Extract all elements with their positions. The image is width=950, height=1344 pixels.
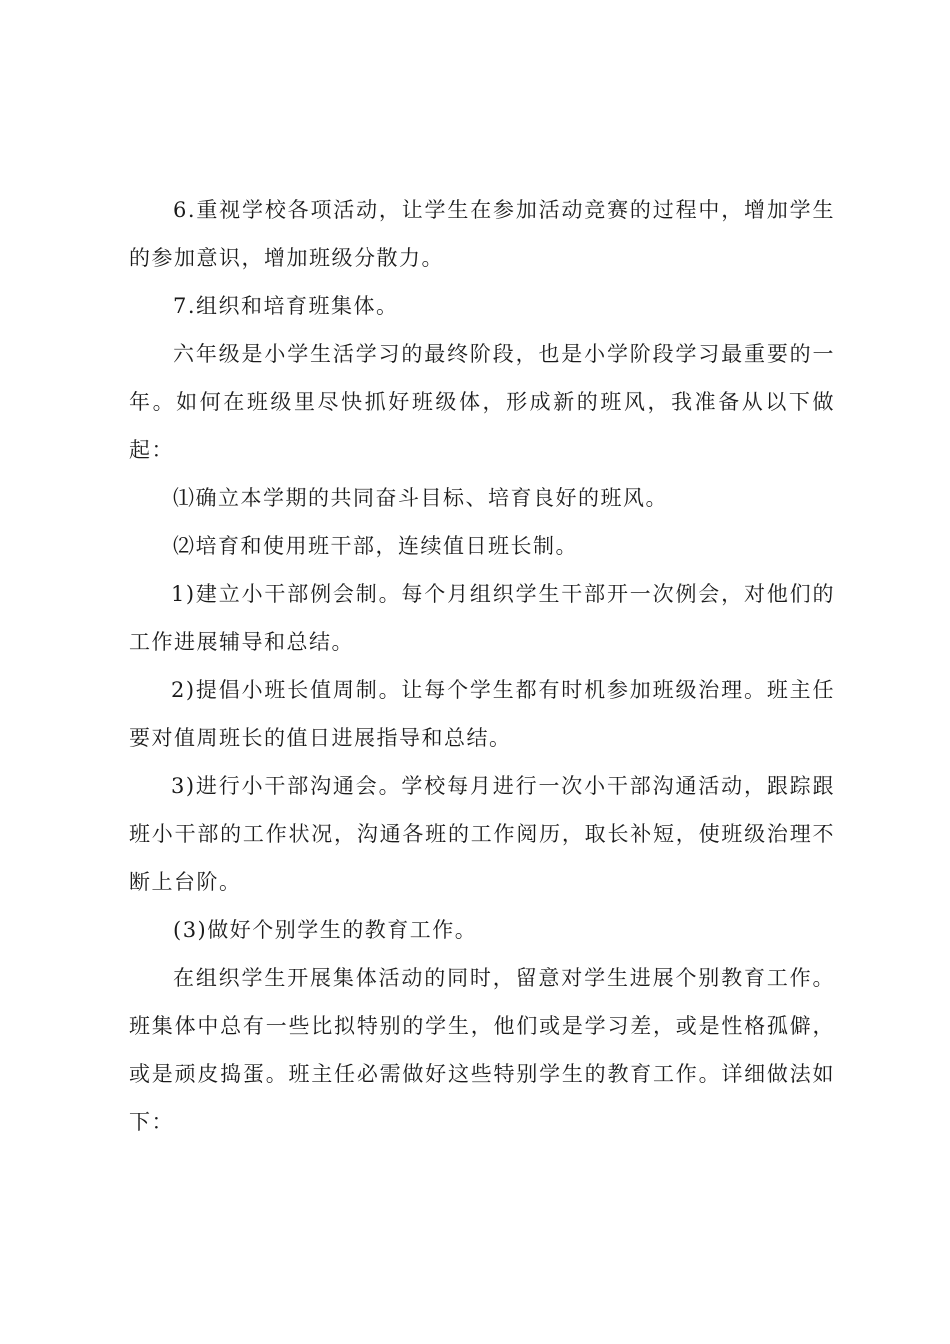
paragraph-item-7: 7.组织和培育班集体。: [173, 294, 399, 318]
document-body: [129, 186, 835, 1146]
paragraph-sub-1: ⑴确立本学期的共同奋斗目标、培育良好的班风。: [173, 486, 668, 510]
paragraph-point-2: 2)提倡小班长值周制。让每个学生都有时机参加班级治理。班主任要对值周班长的值日进展指导和总结。: [129, 678, 835, 750]
paragraph-point-1: 1)建立小干部例会制。每个月组织学生干部开一次例会，对他们的工作进展辅导和总结。: [129, 582, 835, 654]
paragraph-sub-2: ⑵培育和使用班干部，连续值日班长制。: [173, 534, 578, 558]
paragraph-item-6: 6.重视学校各项活动，让学生在参加活动竞赛的过程中，增加学生的参加意识，增加班级分散力。: [129, 198, 835, 270]
paragraph-point-3: 3)进行小干部沟通会。学校每月进行一次小干部沟通活动，跟踪跟班小干部的工作状况，沟通各班的工作阅历，取长补短，使班级治理不断上台阶。: [129, 774, 835, 894]
paragraph-grade-six-intro: 六年级是小学生活学习的最终阶段，也是小学阶段学习最重要的一年。如何在班级里尽快抓好班级体，形成新的班风，我准备从以下做起：: [129, 342, 835, 462]
paragraph-individual-education: 在组织学生开展集体活动的同时，留意对学生进展个别教育工作。班集体中总有一些比拟特别的学生，他们或是学习差，或是性格孤僻，或是顽皮捣蛋。班主任必需做好这些特别学生的教育工作。详细做法如下：: [129, 966, 835, 1134]
paragraph-sub-3: (3)做好个别学生的教育工作。: [173, 918, 478, 942]
